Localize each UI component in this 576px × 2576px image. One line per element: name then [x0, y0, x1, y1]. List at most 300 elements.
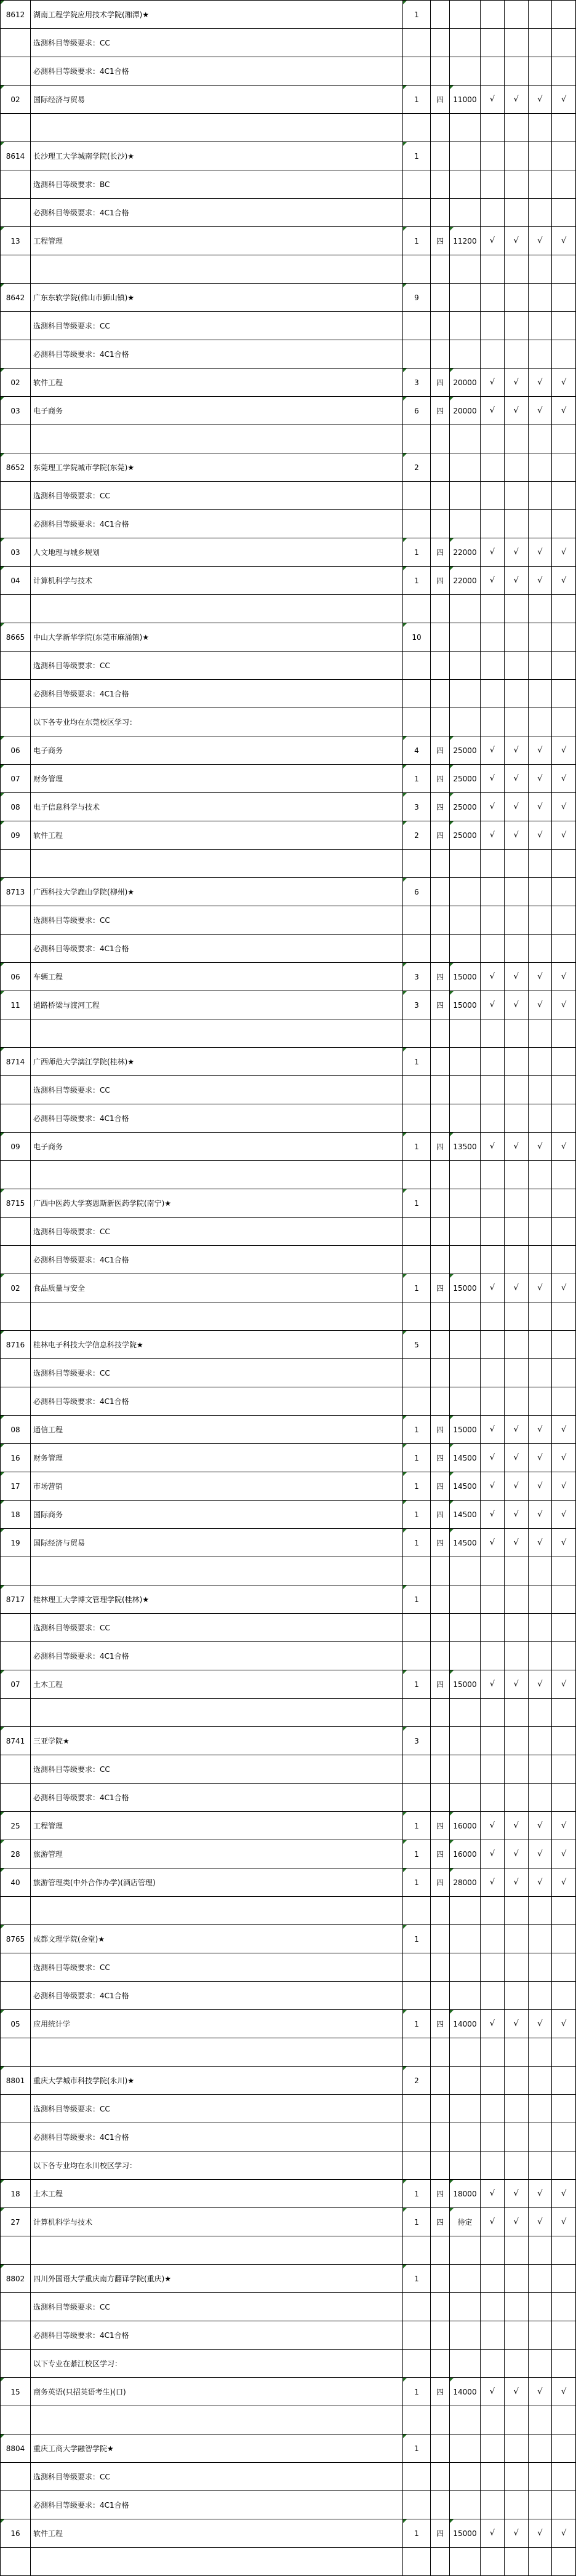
major-row	[1, 1501, 576, 1529]
years-cell	[431, 1161, 450, 1189]
years-cell: 四	[431, 821, 450, 850]
note-cell	[31, 2038, 403, 2067]
check-cell-4	[552, 1, 576, 29]
plan-count-cell: 3	[403, 369, 431, 397]
note-cell: 必测科目等级要求：4C1合格	[31, 935, 403, 963]
check-icon: √	[504, 821, 528, 850]
check-cell-3	[528, 114, 552, 142]
plan-count-cell: 1	[403, 2519, 431, 2548]
check-cell-2	[504, 510, 528, 538]
code-cell: 28	[1, 1840, 31, 1868]
years-cell	[431, 2293, 450, 2321]
check-cell-1	[481, 170, 505, 199]
code-cell: 04	[1, 567, 31, 595]
years-cell: 四	[431, 1274, 450, 1302]
plan-count-cell	[403, 2406, 431, 2434]
check-cell-4	[552, 1557, 576, 1585]
school-row	[1, 878, 576, 906]
check-icon: √	[504, 1274, 528, 1302]
check-cell-1	[481, 340, 505, 369]
note-row	[1, 1642, 576, 1670]
check-icon: √	[481, 1840, 505, 1868]
years-cell	[431, 142, 450, 170]
plan-count-cell	[403, 1557, 431, 1585]
tuition-cell: 15000	[450, 991, 481, 1019]
blank-row	[1, 1699, 576, 1727]
tuition-cell	[450, 1104, 481, 1133]
check-cell-2	[504, 255, 528, 284]
check-cell-2	[504, 2321, 528, 2350]
note-row	[1, 312, 576, 340]
code-cell: 06	[1, 963, 31, 991]
major-name-cell: 计算机科学与技术	[31, 2208, 403, 2236]
check-icon: √	[528, 991, 552, 1019]
note-cell: 必测科目等级要求：4C1合格	[31, 2321, 403, 2350]
plan-count-cell	[403, 1642, 431, 1670]
school-name-cell: 三亚学院★	[31, 1727, 403, 1755]
check-cell-2	[504, 2491, 528, 2519]
plan-count-cell: 5	[403, 1331, 431, 1359]
check-icon: √	[552, 1501, 576, 1529]
major-row	[1, 1812, 576, 1840]
check-icon: √	[504, 1529, 528, 1557]
check-icon: √	[528, 1444, 552, 1472]
note-row	[1, 1982, 576, 2010]
note-cell: 以下各专业均在永川校区学习：	[31, 2151, 403, 2180]
years-cell	[431, 1076, 450, 1104]
check-icon: √	[552, 1416, 576, 1444]
check-cell-3	[528, 935, 552, 963]
years-cell: 四	[431, 86, 450, 114]
plan-count-cell: 1	[403, 1868, 431, 1897]
code-cell: 09	[1, 821, 31, 850]
major-name-cell: 工程管理	[31, 1812, 403, 1840]
check-cell-4	[552, 906, 576, 935]
school-row	[1, 453, 576, 482]
major-row	[1, 567, 576, 595]
note-cell	[31, 2406, 403, 2434]
years-cell	[431, 114, 450, 142]
years-cell	[431, 1727, 450, 1755]
plan-count-cell	[403, 2293, 431, 2321]
check-cell-3	[528, 1699, 552, 1727]
check-cell-2	[504, 1727, 528, 1755]
check-cell-2	[504, 1784, 528, 1812]
check-cell-2	[504, 29, 528, 57]
tuition-cell: 25000	[450, 793, 481, 821]
check-cell-1	[481, 284, 505, 312]
tuition-cell: 11000	[450, 86, 481, 114]
tuition-cell	[450, 170, 481, 199]
check-icon: √	[528, 1529, 552, 1557]
tuition-cell: 25000	[450, 736, 481, 765]
plan-count-cell: 1	[403, 1189, 431, 1218]
check-icon: √	[528, 1416, 552, 1444]
check-icon: √	[528, 1670, 552, 1699]
tuition-cell	[450, 2434, 481, 2463]
years-cell: 四	[431, 1133, 450, 1161]
plan-count-cell	[403, 1699, 431, 1727]
check-cell-4	[552, 142, 576, 170]
tuition-cell	[450, 1189, 481, 1218]
plan-count-cell	[403, 312, 431, 340]
check-cell-4	[552, 623, 576, 652]
check-cell-1	[481, 1302, 505, 1331]
years-cell	[431, 1699, 450, 1727]
check-icon: √	[504, 1812, 528, 1840]
code-cell	[1, 1218, 31, 1246]
check-cell-1	[481, 850, 505, 878]
code-cell: 18	[1, 1501, 31, 1529]
check-cell-1	[481, 2038, 505, 2067]
years-cell	[431, 453, 450, 482]
check-cell-1	[481, 1784, 505, 1812]
plan-count-cell	[403, 255, 431, 284]
check-cell-2	[504, 453, 528, 482]
code-cell: 13	[1, 227, 31, 255]
school-row	[1, 1727, 576, 1755]
note-cell	[31, 1019, 403, 1048]
plan-count-cell: 6	[403, 878, 431, 906]
years-cell	[431, 1, 450, 29]
years-cell: 四	[431, 1840, 450, 1868]
code-cell	[1, 1104, 31, 1133]
school-row	[1, 1585, 576, 1614]
tuition-cell	[450, 482, 481, 510]
years-cell	[431, 1925, 450, 1953]
major-row	[1, 1670, 576, 1699]
years-cell	[431, 623, 450, 652]
plan-count-cell: 1	[403, 1529, 431, 1557]
years-cell	[431, 1048, 450, 1076]
note-row	[1, 1076, 576, 1104]
years-cell	[431, 2236, 450, 2265]
plan-count-cell	[403, 170, 431, 199]
check-icon: √	[504, 2010, 528, 2038]
major-name-cell: 旅游管理类(中外合作办学)(酒店管理)	[31, 1868, 403, 1897]
years-cell	[431, 29, 450, 57]
school-name-cell: 广西师范大学漓江学院(桂林)★	[31, 1048, 403, 1076]
tuition-cell: 15000	[450, 1274, 481, 1302]
check-cell-2	[504, 1, 528, 29]
note-cell: 选测科目等级要求：CC	[31, 906, 403, 935]
code-cell: 16	[1, 2519, 31, 2548]
major-name-cell: 人文地理与城乡规划	[31, 538, 403, 567]
check-cell-2	[504, 1048, 528, 1076]
check-cell-3	[528, 425, 552, 453]
check-cell-4	[552, 1359, 576, 1387]
major-row	[1, 2208, 576, 2236]
check-cell-3	[528, 510, 552, 538]
check-cell-4	[552, 1218, 576, 1246]
code-cell: 8614	[1, 142, 31, 170]
years-cell: 四	[431, 538, 450, 567]
plan-count-cell	[403, 2123, 431, 2151]
tuition-cell	[450, 623, 481, 652]
check-cell-4	[552, 1614, 576, 1642]
tuition-cell	[450, 2236, 481, 2265]
check-cell-2	[504, 1755, 528, 1784]
code-cell: 07	[1, 765, 31, 793]
note-cell: 必测科目等级要求：4C1合格	[31, 1387, 403, 1416]
note-row	[1, 906, 576, 935]
tuition-cell	[450, 2067, 481, 2095]
code-cell	[1, 510, 31, 538]
plan-count-cell: 3	[403, 793, 431, 821]
note-row	[1, 1784, 576, 1812]
code-cell	[1, 425, 31, 453]
major-row	[1, 397, 576, 425]
code-cell	[1, 29, 31, 57]
note-cell	[31, 425, 403, 453]
tuition-cell: 18000	[450, 2180, 481, 2208]
tuition-cell	[450, 1019, 481, 1048]
check-icon: √	[481, 1812, 505, 1840]
years-cell: 四	[431, 369, 450, 397]
check-icon: √	[481, 2378, 505, 2406]
check-cell-1	[481, 878, 505, 906]
major-row	[1, 1472, 576, 1501]
code-cell: 15	[1, 2378, 31, 2406]
check-cell-1	[481, 29, 505, 57]
code-cell	[1, 595, 31, 623]
check-cell-3	[528, 1897, 552, 1925]
note-cell	[31, 1897, 403, 1925]
school-row	[1, 623, 576, 652]
check-cell-2	[504, 1953, 528, 1982]
note-cell	[31, 2236, 403, 2265]
check-cell-3	[528, 1076, 552, 1104]
years-cell	[431, 935, 450, 963]
blank-row	[1, 1019, 576, 1048]
tuition-cell	[450, 1642, 481, 1670]
note-cell: 必测科目等级要求：4C1合格	[31, 2491, 403, 2519]
code-cell: 09	[1, 1133, 31, 1161]
check-icon: √	[504, 793, 528, 821]
years-cell	[431, 482, 450, 510]
tuition-cell	[450, 142, 481, 170]
tuition-cell	[450, 1755, 481, 1784]
note-cell: 以下各专业均在东莞校区学习：	[31, 708, 403, 736]
check-cell-2	[504, 1161, 528, 1189]
check-cell-2	[504, 114, 528, 142]
note-row	[1, 199, 576, 227]
check-cell-3	[528, 1246, 552, 1274]
check-cell-4	[552, 1161, 576, 1189]
check-icon: √	[528, 765, 552, 793]
check-cell-3	[528, 2151, 552, 2180]
code-cell: 07	[1, 1670, 31, 1699]
years-cell	[431, 340, 450, 369]
check-icon: √	[528, 397, 552, 425]
school-name-cell: 广东东软学院(佛山市狮山镇)★	[31, 284, 403, 312]
check-icon: √	[504, 1501, 528, 1529]
check-cell-2	[504, 425, 528, 453]
major-name-cell: 应用统计学	[31, 2010, 403, 2038]
tuition-cell: 15000	[450, 963, 481, 991]
check-cell-4	[552, 2095, 576, 2123]
tuition-cell	[450, 2293, 481, 2321]
note-cell	[31, 1161, 403, 1189]
check-cell-2	[504, 1019, 528, 1048]
check-icon: √	[504, 1444, 528, 1472]
plan-count-cell: 1	[403, 765, 431, 793]
note-cell	[31, 850, 403, 878]
blank-row	[1, 1557, 576, 1585]
tuition-cell: 25000	[450, 765, 481, 793]
tuition-cell: 22000	[450, 567, 481, 595]
check-cell-3	[528, 482, 552, 510]
check-icon: √	[481, 2180, 505, 2208]
plan-count-cell	[403, 680, 431, 708]
check-cell-4	[552, 482, 576, 510]
code-cell: 8804	[1, 2434, 31, 2463]
plan-count-cell	[403, 1387, 431, 1416]
tuition-cell	[450, 878, 481, 906]
major-name-cell: 食品质量与安全	[31, 1274, 403, 1302]
years-cell: 四	[431, 2208, 450, 2236]
check-cell-3	[528, 1019, 552, 1048]
check-cell-1	[481, 1699, 505, 1727]
check-cell-2	[504, 1897, 528, 1925]
check-icon: √	[552, 227, 576, 255]
code-cell: 02	[1, 86, 31, 114]
years-cell: 四	[431, 1501, 450, 1529]
check-cell-4	[552, 595, 576, 623]
years-cell: 四	[431, 1416, 450, 1444]
years-cell	[431, 708, 450, 736]
check-cell-1	[481, 1019, 505, 1048]
plan-count-cell	[403, 1953, 431, 1982]
years-cell	[431, 1359, 450, 1387]
check-cell-3	[528, 453, 552, 482]
school-row	[1, 2265, 576, 2293]
check-cell-4	[552, 1699, 576, 1727]
tuition-cell	[450, 1727, 481, 1755]
tuition-cell: 15000	[450, 1670, 481, 1699]
check-icon: √	[481, 86, 505, 114]
code-cell: 8652	[1, 453, 31, 482]
check-icon: √	[504, 1133, 528, 1161]
check-cell-3	[528, 57, 552, 86]
check-cell-4	[552, 170, 576, 199]
check-icon: √	[552, 1812, 576, 1840]
check-icon: √	[481, 1133, 505, 1161]
plan-count-cell: 1	[403, 1670, 431, 1699]
check-cell-2	[504, 1614, 528, 1642]
check-cell-2	[504, 1982, 528, 2010]
plan-count-cell: 1	[403, 1840, 431, 1868]
code-cell: 40	[1, 1868, 31, 1897]
tuition-cell	[450, 29, 481, 57]
check-cell-2	[504, 1218, 528, 1246]
check-icon: √	[552, 736, 576, 765]
check-icon: √	[552, 538, 576, 567]
check-cell-2	[504, 1387, 528, 1416]
check-cell-1	[481, 1218, 505, 1246]
check-cell-3	[528, 595, 552, 623]
check-icon: √	[528, 1840, 552, 1868]
plan-count-cell	[403, 1076, 431, 1104]
school-row	[1, 1, 576, 29]
tuition-cell	[450, 2491, 481, 2519]
tuition-cell	[450, 1218, 481, 1246]
note-cell: 必测科目等级要求：4C1合格	[31, 680, 403, 708]
check-cell-4	[552, 2123, 576, 2151]
plan-count-cell	[403, 1104, 431, 1133]
plan-count-cell	[403, 2491, 431, 2519]
check-cell-2	[504, 2095, 528, 2123]
years-cell: 四	[431, 2010, 450, 2038]
years-cell	[431, 680, 450, 708]
note-cell: 以下专业在綦江校区学习：	[31, 2350, 403, 2378]
years-cell: 四	[431, 1670, 450, 1699]
plan-count-cell: 2	[403, 2067, 431, 2095]
code-cell	[1, 652, 31, 680]
code-cell: 8642	[1, 284, 31, 312]
tuition-cell	[450, 1557, 481, 1585]
note-cell: 选测科目等级要求：CC	[31, 2095, 403, 2123]
code-cell: 17	[1, 1472, 31, 1501]
check-cell-2	[504, 199, 528, 227]
check-cell-2	[504, 312, 528, 340]
check-icon: √	[481, 1416, 505, 1444]
check-cell-4	[552, 1019, 576, 1048]
note-cell: 选测科目等级要求：CC	[31, 1755, 403, 1784]
check-cell-2	[504, 2151, 528, 2180]
note-cell: 选测科目等级要求：CC	[31, 482, 403, 510]
major-name-cell: 土木工程	[31, 2180, 403, 2208]
years-cell	[431, 1953, 450, 1982]
check-cell-1	[481, 1387, 505, 1416]
check-cell-3	[528, 1387, 552, 1416]
code-cell: 08	[1, 1416, 31, 1444]
years-cell	[431, 2463, 450, 2491]
note-cell: 选测科目等级要求：CC	[31, 29, 403, 57]
check-icon: √	[481, 991, 505, 1019]
check-icon: √	[528, 963, 552, 991]
plan-count-cell: 1	[403, 86, 431, 114]
blank-row	[1, 2236, 576, 2265]
check-icon: √	[552, 2180, 576, 2208]
years-cell	[431, 595, 450, 623]
code-cell: 19	[1, 1529, 31, 1557]
check-cell-2	[504, 1104, 528, 1133]
check-icon: √	[481, 1472, 505, 1501]
check-cell-2	[504, 2236, 528, 2265]
check-cell-3	[528, 2236, 552, 2265]
check-cell-3	[528, 1925, 552, 1953]
tuition-cell: 14500	[450, 1529, 481, 1557]
check-icon: √	[552, 2208, 576, 2236]
check-cell-2	[504, 2350, 528, 2378]
code-cell	[1, 2236, 31, 2265]
years-cell	[431, 2406, 450, 2434]
check-cell-3	[528, 340, 552, 369]
check-cell-1	[481, 312, 505, 340]
check-icon: √	[504, 397, 528, 425]
plan-count-cell: 1	[403, 1, 431, 29]
code-cell: 16	[1, 1444, 31, 1472]
school-name-cell: 重庆工商大学融智学院★	[31, 2434, 403, 2463]
note-cell: 选测科目等级要求：CC	[31, 1218, 403, 1246]
tuition-cell: 14000	[450, 2010, 481, 2038]
tuition-cell: 22000	[450, 538, 481, 567]
check-cell-4	[552, 1755, 576, 1784]
school-name-cell: 广西科技大学鹿山学院(柳州)★	[31, 878, 403, 906]
check-cell-4	[552, 29, 576, 57]
plan-count-cell: 3	[403, 991, 431, 1019]
